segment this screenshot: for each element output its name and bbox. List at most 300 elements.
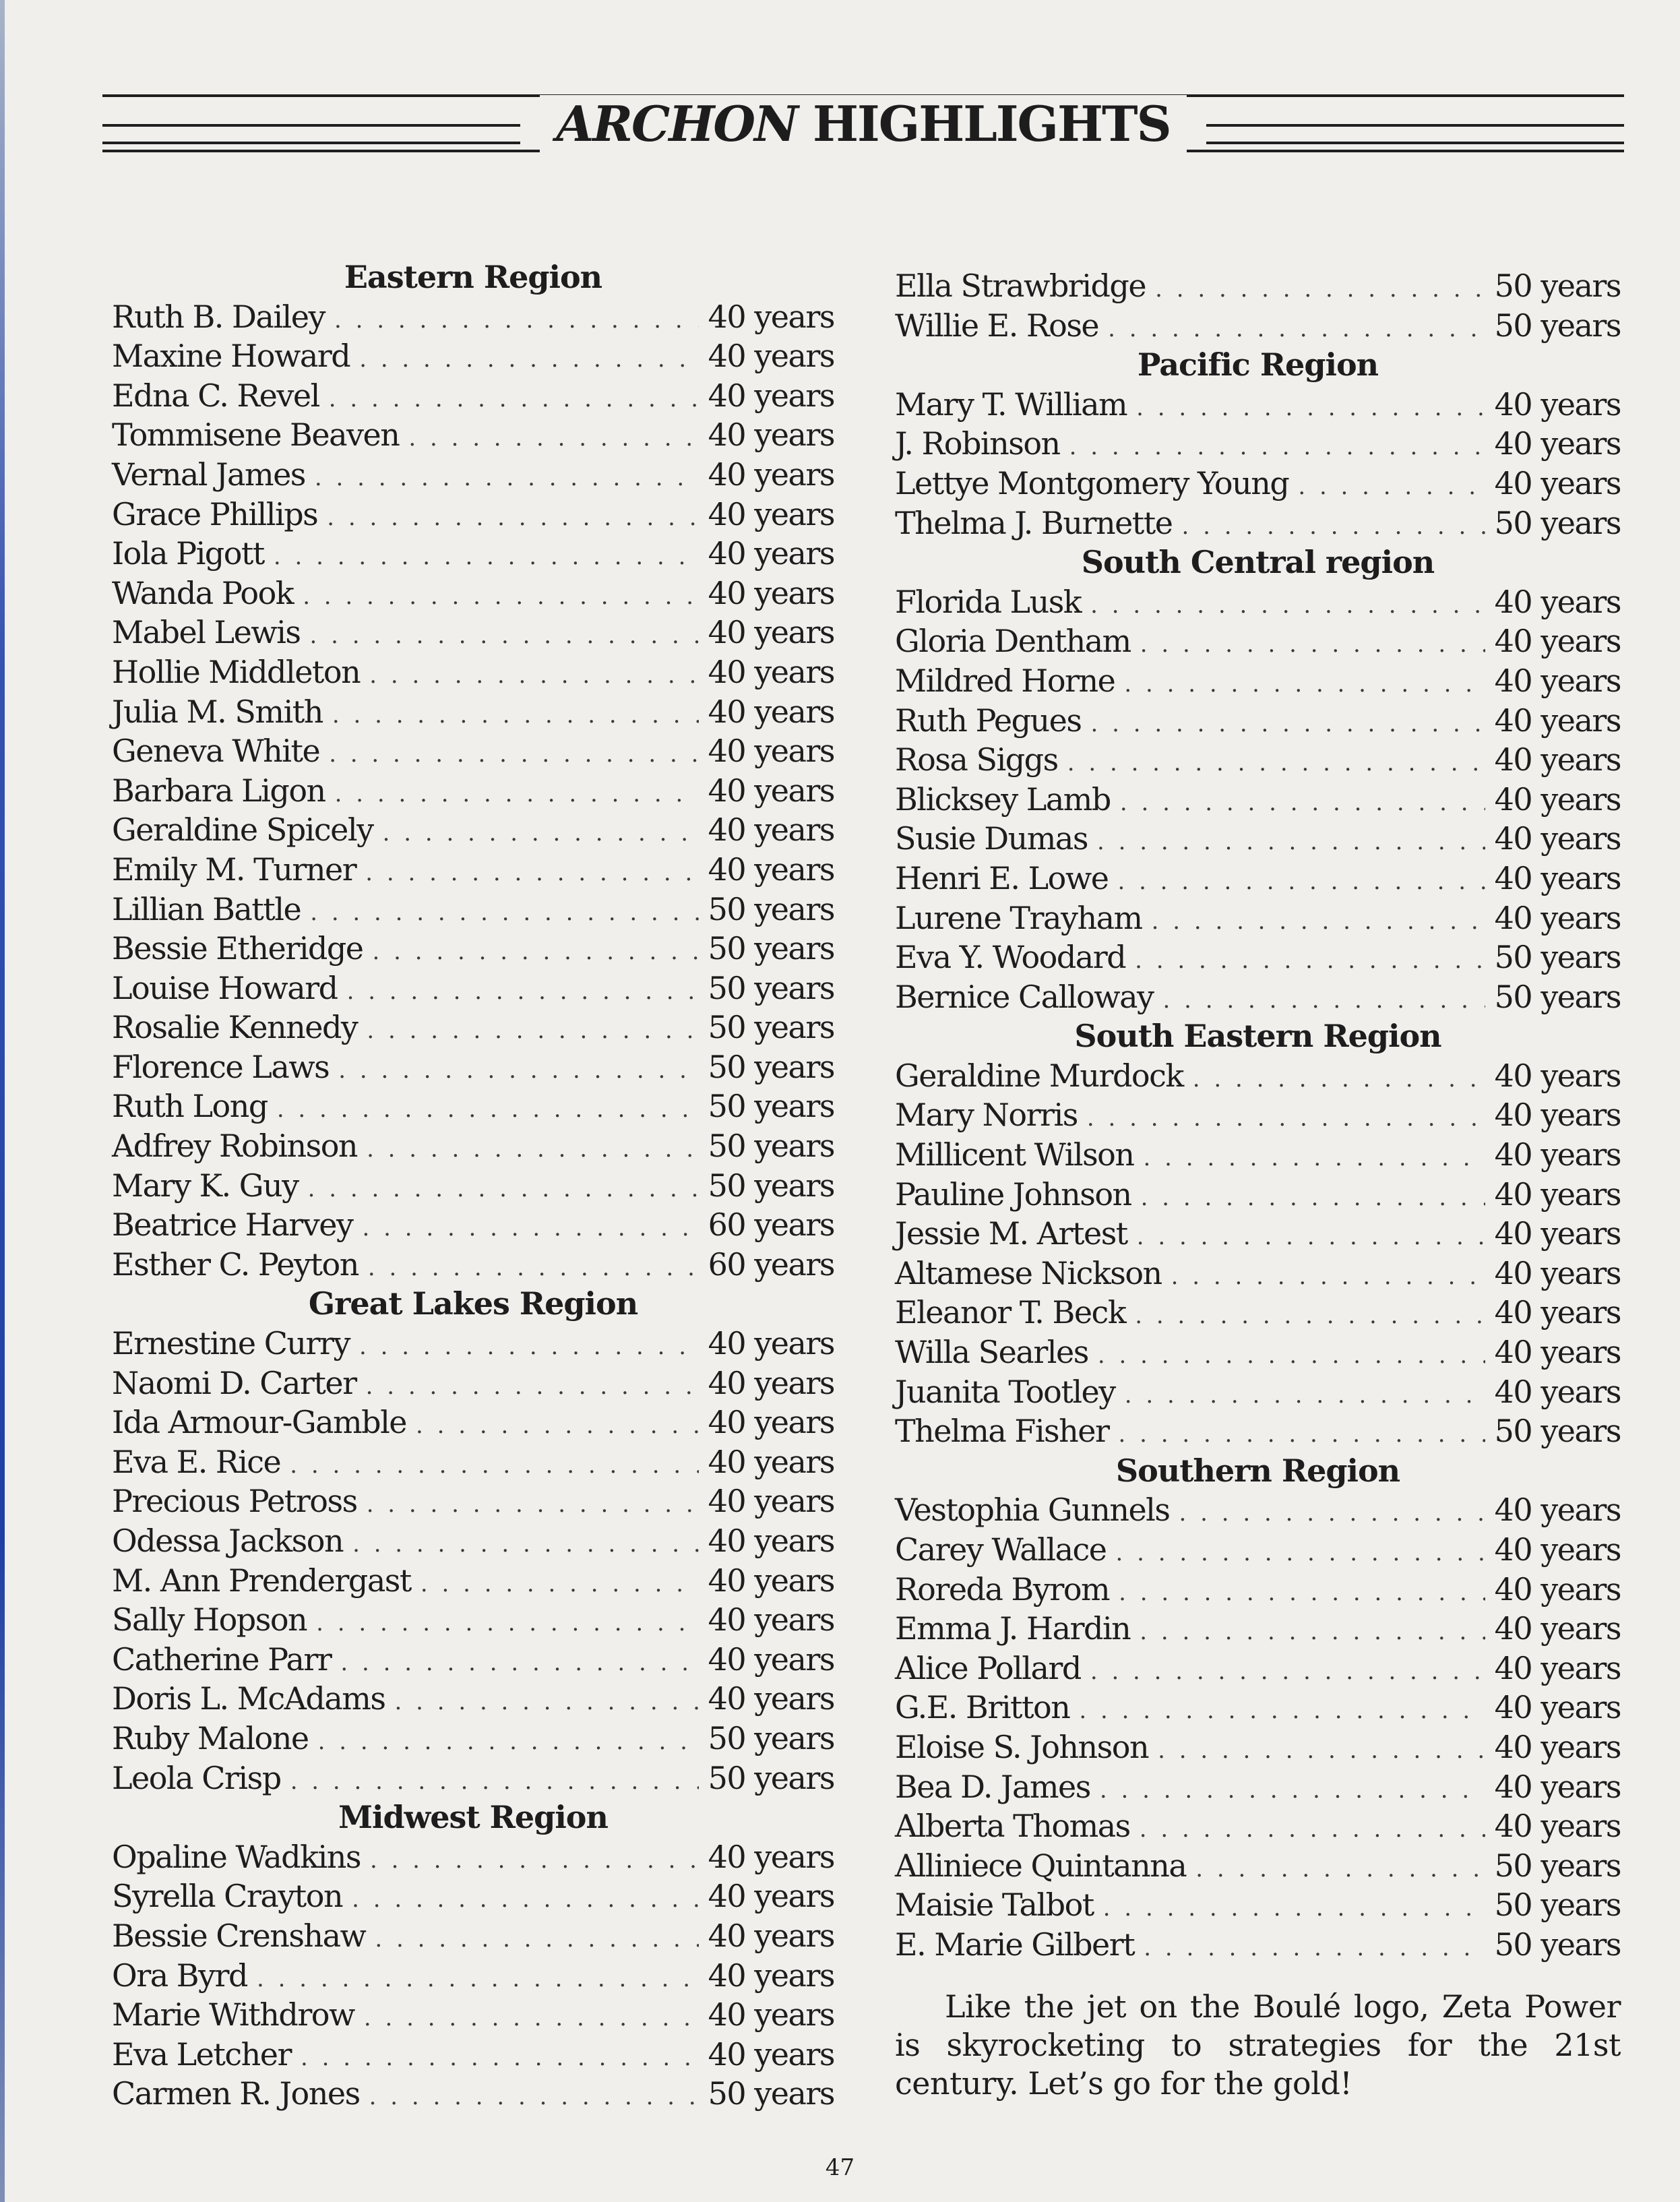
membership-years: 50 years bbox=[708, 1048, 834, 1085]
honoree-row bbox=[895, 1333, 1621, 1372]
dot-leader bbox=[1119, 1573, 1485, 1613]
honoree-row bbox=[112, 2074, 834, 2114]
membership-years: 40 years bbox=[708, 1957, 834, 1994]
dot-leader bbox=[369, 2077, 699, 2117]
page-number: 47 bbox=[825, 2154, 855, 2181]
honoree-row bbox=[112, 336, 834, 376]
honoree-name: Mary T. William bbox=[895, 386, 1127, 423]
membership-years: 40 years bbox=[708, 1562, 834, 1599]
membership-years: 40 years bbox=[1494, 1136, 1621, 1173]
membership-years: 40 years bbox=[708, 812, 834, 849]
dot-leader bbox=[1115, 1533, 1485, 1573]
honoree-row bbox=[112, 455, 834, 495]
page-title-italic: ARCHON bbox=[556, 95, 797, 152]
honoree-name: Mary Norris bbox=[895, 1097, 1078, 1134]
membership-years: 60 years bbox=[708, 1206, 834, 1244]
dot-leader bbox=[1141, 1178, 1485, 1218]
honoree-row bbox=[112, 810, 834, 850]
dot-leader bbox=[1100, 1771, 1485, 1810]
dot-leader bbox=[315, 458, 699, 498]
honoree-row bbox=[112, 692, 834, 732]
honoree-row bbox=[112, 297, 834, 337]
honoree-name: Blicksey Lamb bbox=[895, 781, 1111, 818]
dot-leader bbox=[1090, 586, 1485, 625]
dot-leader bbox=[1120, 783, 1485, 823]
honoree-name: E. Marie Gilbert bbox=[895, 1926, 1135, 1963]
honoree-name: Alberta Thomas bbox=[895, 1808, 1130, 1845]
membership-years: 50 years bbox=[1494, 504, 1621, 541]
honoree-row bbox=[112, 1442, 834, 1482]
honoree-row bbox=[895, 1609, 1621, 1649]
honoree-name: Alice Pollard bbox=[895, 1649, 1081, 1686]
membership-years: 40 years bbox=[708, 1523, 834, 1559]
honoree-row bbox=[895, 1727, 1621, 1767]
honoree-name: Lettye Montgomery Young bbox=[895, 464, 1289, 501]
membership-years: 50 years bbox=[708, 1088, 834, 1125]
region-heading: Southern Region bbox=[1115, 1452, 1400, 1489]
honoree-row bbox=[112, 376, 834, 416]
dot-leader bbox=[359, 340, 698, 379]
dot-leader bbox=[1163, 981, 1485, 1020]
honoree-name: Ella Strawbridge bbox=[895, 268, 1146, 304]
dot-leader bbox=[1193, 1060, 1485, 1099]
honoree-row bbox=[895, 1846, 1621, 1886]
honoree-row bbox=[895, 503, 1621, 543]
dot-leader bbox=[301, 2038, 699, 2078]
honoree-row bbox=[112, 1521, 834, 1561]
membership-years: 50 years bbox=[708, 1009, 834, 1046]
membership-years: 40 years bbox=[1494, 464, 1621, 501]
honoree-name: Lillian Battle bbox=[112, 890, 301, 927]
membership-years: 40 years bbox=[708, 1601, 834, 1639]
dot-leader bbox=[364, 1998, 699, 2038]
dot-leader bbox=[1144, 1928, 1485, 1968]
honoree-row bbox=[112, 1600, 834, 1640]
honoree-name: Juanita Tootley bbox=[895, 1373, 1115, 1410]
honoree-name: Naomi D. Carter bbox=[112, 1364, 356, 1401]
dot-leader bbox=[347, 972, 699, 1012]
honoree-name: Lurene Trayham bbox=[895, 899, 1142, 936]
membership-years: 40 years bbox=[1494, 1373, 1621, 1410]
dot-leader bbox=[366, 1367, 699, 1407]
honoree-row bbox=[112, 534, 834, 574]
honoree-name: Ruby Malone bbox=[112, 1719, 309, 1756]
honoree-row bbox=[112, 890, 834, 929]
honoree-name: Mary K. Guy bbox=[112, 1167, 299, 1204]
page-header bbox=[102, 89, 1624, 156]
honoree-name: Edna C. Revel bbox=[112, 377, 319, 414]
honoree-row bbox=[895, 898, 1621, 938]
membership-years: 40 years bbox=[1494, 1492, 1621, 1529]
honoree-row bbox=[895, 1372, 1621, 1412]
dot-leader bbox=[352, 1525, 699, 1564]
closing-paragraph: Like the jet on the Boulé logo, Zeta Power is skyrocketing to strategies for the 21st century. Let’s go for the gold! bbox=[895, 1988, 1621, 2102]
honoree-row bbox=[112, 1719, 834, 1758]
honoree-row bbox=[895, 424, 1621, 464]
dot-leader bbox=[1179, 1494, 1485, 1533]
membership-years: 40 years bbox=[708, 1996, 834, 2033]
honoree-name: Bea D. James bbox=[895, 1768, 1090, 1805]
honoree-row bbox=[112, 652, 834, 692]
honoree-row bbox=[895, 1925, 1621, 1965]
dot-leader bbox=[334, 301, 699, 340]
honoree-name: Barbara Ligon bbox=[112, 772, 325, 809]
honoree-row bbox=[112, 415, 834, 455]
dot-leader bbox=[367, 1130, 699, 1169]
membership-years: 40 years bbox=[708, 495, 834, 532]
honoree-row bbox=[112, 850, 834, 890]
honoree-row bbox=[112, 1995, 834, 2035]
honoree-name: Vernal James bbox=[112, 456, 305, 493]
honoree-name: Ruth B. Dailey bbox=[112, 298, 325, 335]
honoree-row bbox=[895, 1885, 1621, 1925]
membership-years: 40 years bbox=[1494, 1294, 1621, 1331]
membership-years: 40 years bbox=[1494, 899, 1621, 936]
honoree-row bbox=[112, 1008, 834, 1047]
honoree-name: Grace Phillips bbox=[112, 495, 318, 532]
honoree-row bbox=[112, 731, 834, 771]
honoree-name: Thelma J. Burnette bbox=[895, 504, 1173, 541]
dot-leader bbox=[1171, 1257, 1485, 1297]
honoree-row bbox=[895, 1214, 1621, 1254]
honoree-row bbox=[112, 771, 834, 811]
membership-years: 40 years bbox=[1494, 741, 1621, 778]
membership-years: 50 years bbox=[708, 1719, 834, 1756]
membership-years: 40 years bbox=[708, 1641, 834, 1678]
honoree-row bbox=[112, 1126, 834, 1166]
honoree-row bbox=[112, 1166, 834, 1206]
membership-years: 40 years bbox=[708, 535, 834, 572]
honoree-name: Ora Byrd bbox=[112, 1957, 247, 1994]
membership-years: 50 years bbox=[1494, 978, 1621, 1015]
honoree-name: Bessie Crenshaw bbox=[112, 1917, 366, 1954]
dot-leader bbox=[257, 1959, 699, 1999]
dot-leader bbox=[421, 1564, 699, 1604]
page-title bbox=[102, 90, 1624, 158]
honoree-row bbox=[895, 621, 1621, 661]
honoree-row bbox=[895, 306, 1621, 346]
dot-leader bbox=[1090, 1652, 1485, 1692]
honoree-name: Rosa Siggs bbox=[895, 741, 1058, 778]
honoree-name: Eleanor T. Beck bbox=[895, 1294, 1126, 1331]
honoree-name: Esther C. Peyton bbox=[112, 1246, 359, 1283]
honoree-name: Eva Y. Woodard bbox=[895, 939, 1126, 976]
honoree-name: Geneva White bbox=[112, 733, 320, 770]
honoree-row bbox=[895, 701, 1621, 741]
honoree-row bbox=[895, 780, 1621, 820]
honoree-row bbox=[895, 661, 1621, 701]
dot-leader bbox=[310, 893, 698, 933]
honoree-name: Tommisene Beaven bbox=[112, 417, 400, 454]
membership-years: 40 years bbox=[708, 417, 834, 454]
dot-leader bbox=[335, 774, 699, 814]
honoree-row bbox=[112, 1047, 834, 1087]
honoree-name: Roreda Byrom bbox=[895, 1570, 1110, 1608]
dot-leader bbox=[308, 1169, 699, 1209]
dot-leader bbox=[375, 1920, 698, 1959]
honoree-row bbox=[895, 1293, 1621, 1333]
honoree-name: Adfrey Robinson bbox=[112, 1128, 358, 1165]
membership-years: 40 years bbox=[1494, 1097, 1621, 1134]
honoree-row bbox=[112, 1324, 834, 1364]
membership-years: 50 years bbox=[708, 1759, 834, 1796]
dot-leader bbox=[1137, 1217, 1485, 1257]
membership-years: 50 years bbox=[1494, 1413, 1621, 1450]
honoree-name: Geraldine Murdock bbox=[895, 1057, 1183, 1094]
honoree-name: Mildred Horne bbox=[895, 662, 1115, 699]
honoree-row bbox=[895, 938, 1621, 977]
membership-years: 40 years bbox=[1494, 386, 1621, 423]
dot-leader bbox=[1067, 743, 1485, 783]
dot-leader bbox=[368, 1248, 699, 1288]
honoree-row bbox=[112, 1403, 834, 1442]
honoree-name: Vestophia Gunnels bbox=[895, 1492, 1170, 1529]
honoree-row bbox=[895, 266, 1621, 306]
honoree-row bbox=[895, 1530, 1621, 1570]
dot-leader bbox=[1136, 388, 1485, 428]
honoree-row bbox=[895, 1254, 1621, 1293]
honoree-row bbox=[895, 385, 1621, 425]
honoree-name: Geraldine Spicely bbox=[112, 812, 373, 849]
dot-leader bbox=[329, 379, 699, 419]
dot-leader bbox=[316, 1603, 698, 1643]
honoree-row bbox=[112, 1364, 834, 1403]
region-heading: Eastern Region bbox=[344, 259, 602, 295]
honoree-row bbox=[112, 1837, 834, 1877]
honoree-name: Louise Howard bbox=[112, 969, 338, 1006]
honoree-name: Henri E. Lowe bbox=[895, 859, 1109, 896]
honoree-name: G.E. Britton bbox=[895, 1689, 1070, 1726]
honoree-name: Millicent Wilson bbox=[895, 1136, 1134, 1173]
honoree-row bbox=[112, 1876, 834, 1916]
membership-years: 40 years bbox=[708, 1404, 834, 1441]
membership-years: 40 years bbox=[1494, 702, 1621, 739]
honoree-row bbox=[112, 1561, 834, 1601]
membership-years: 50 years bbox=[708, 969, 834, 1006]
membership-years: 50 years bbox=[1494, 1926, 1621, 1963]
membership-years: 40 years bbox=[1494, 1689, 1621, 1726]
membership-years: 40 years bbox=[708, 377, 834, 414]
dot-leader bbox=[394, 1682, 698, 1722]
page-title-rest: HIGHLIGHTS bbox=[813, 95, 1171, 152]
honoree-name: Jessie M. Artest bbox=[895, 1215, 1127, 1252]
membership-years: 40 years bbox=[708, 1325, 834, 1362]
honoree-name: Florence Laws bbox=[112, 1048, 330, 1085]
honoree-name: Carey Wallace bbox=[895, 1531, 1107, 1568]
membership-years: 40 years bbox=[708, 574, 834, 611]
honoree-row bbox=[895, 464, 1621, 503]
dot-leader bbox=[1117, 862, 1485, 902]
dot-leader bbox=[383, 814, 699, 853]
honoree-name: Precious Petross bbox=[112, 1483, 357, 1520]
dot-leader bbox=[373, 932, 699, 972]
dot-leader bbox=[318, 1722, 699, 1762]
dot-leader bbox=[327, 498, 698, 538]
honoree-row bbox=[112, 574, 834, 613]
dot-leader bbox=[352, 1880, 699, 1920]
honoree-name: Alliniece Quintanna bbox=[895, 1847, 1187, 1884]
dot-leader bbox=[369, 656, 698, 696]
honoree-row bbox=[895, 1806, 1621, 1846]
region-heading: Pacific Region bbox=[1137, 346, 1379, 384]
honoree-row bbox=[895, 582, 1621, 622]
membership-years: 40 years bbox=[708, 653, 834, 690]
membership-years: 40 years bbox=[708, 693, 834, 730]
membership-years: 50 years bbox=[1494, 1847, 1621, 1884]
membership-years: 40 years bbox=[708, 772, 834, 809]
dot-leader bbox=[367, 1011, 698, 1051]
membership-years: 50 years bbox=[708, 930, 834, 967]
honoree-name: Pauline Johnson bbox=[895, 1175, 1131, 1213]
honoree-name: Willa Searles bbox=[895, 1334, 1088, 1371]
membership-years: 40 years bbox=[708, 1680, 834, 1717]
membership-years: 40 years bbox=[1494, 781, 1621, 818]
dot-leader bbox=[303, 577, 698, 617]
honoree-name: Florida Lusk bbox=[895, 583, 1082, 620]
honoree-row bbox=[895, 819, 1621, 859]
honoree-name: Iola Pigott bbox=[112, 535, 264, 572]
membership-years: 40 years bbox=[708, 1364, 834, 1401]
dot-leader bbox=[1125, 1376, 1485, 1415]
membership-years: 40 years bbox=[1494, 1768, 1621, 1805]
dot-leader bbox=[1195, 1849, 1485, 1889]
dot-leader bbox=[1087, 1099, 1485, 1138]
honoree-row bbox=[895, 740, 1621, 780]
membership-years: 50 years bbox=[708, 1128, 834, 1165]
dot-leader bbox=[310, 616, 699, 656]
honoree-name: Sally Hopson bbox=[112, 1601, 307, 1639]
membership-years: 40 years bbox=[1494, 1649, 1621, 1686]
dot-leader bbox=[338, 1051, 698, 1091]
membership-years: 40 years bbox=[1494, 1215, 1621, 1252]
dot-leader bbox=[1298, 467, 1485, 507]
honoree-row bbox=[112, 1481, 834, 1521]
honoree-row bbox=[895, 1175, 1621, 1215]
region-heading: South Eastern Region bbox=[1074, 1018, 1441, 1055]
honoree-row bbox=[112, 495, 834, 534]
dot-leader bbox=[1140, 1810, 1485, 1849]
honoree-name: Syrella Crayton bbox=[112, 1878, 343, 1915]
honoree-name: Julia M. Smith bbox=[112, 693, 323, 730]
membership-years: 40 years bbox=[708, 614, 834, 651]
honoree-row bbox=[112, 1245, 834, 1285]
honoree-row bbox=[895, 1095, 1621, 1135]
region-heading: South Central region bbox=[1081, 544, 1435, 581]
dot-leader bbox=[1118, 1415, 1485, 1455]
honoree-name: Carmen R. Jones bbox=[112, 2075, 360, 2112]
honoree-row bbox=[112, 1205, 834, 1245]
honoree-name: Catherine Parr bbox=[112, 1641, 332, 1678]
honoree-name: Eva Letcher bbox=[112, 2036, 291, 2073]
honoree-name: Ruth Pegues bbox=[895, 702, 1082, 739]
honoree-row bbox=[112, 1087, 834, 1126]
honoree-name: Emily M. Turner bbox=[112, 851, 356, 888]
honoree-name: Emma J. Hardin bbox=[895, 1610, 1131, 1647]
region-heading: Great Lakes Region bbox=[308, 1285, 638, 1322]
membership-years: 40 years bbox=[1494, 1531, 1621, 1568]
honoree-row bbox=[895, 977, 1621, 1017]
dot-leader bbox=[1098, 1336, 1485, 1376]
dot-leader bbox=[362, 1209, 698, 1248]
dot-leader bbox=[1144, 1138, 1485, 1178]
honoree-row bbox=[895, 1490, 1621, 1530]
membership-years: 40 years bbox=[1494, 583, 1621, 620]
honoree-name: Mabel Lewis bbox=[112, 614, 301, 651]
membership-years: 40 years bbox=[1494, 623, 1621, 660]
honoree-name: Marie Withdrow bbox=[112, 1996, 354, 2033]
dot-leader bbox=[1091, 704, 1485, 744]
dot-leader bbox=[274, 537, 699, 577]
dot-leader bbox=[1103, 1889, 1485, 1928]
membership-years: 50 years bbox=[1494, 307, 1621, 344]
dot-leader bbox=[1097, 822, 1485, 862]
honoree-name: Leola Crisp bbox=[112, 1759, 281, 1796]
honoree-name: Odessa Jackson bbox=[112, 1523, 344, 1559]
honoree-name: Opaline Wadkins bbox=[112, 1838, 361, 1875]
dot-leader bbox=[1069, 427, 1485, 467]
dot-leader bbox=[1108, 309, 1485, 349]
dot-leader bbox=[1140, 625, 1485, 665]
region-heading: Midwest Region bbox=[338, 1799, 608, 1836]
dot-leader bbox=[1124, 665, 1485, 704]
right-column bbox=[895, 266, 1621, 2134]
honoree-name: Eloise S. Johnson bbox=[895, 1728, 1149, 1765]
dot-leader bbox=[340, 1643, 698, 1683]
dot-leader bbox=[290, 1446, 698, 1486]
membership-years: 40 years bbox=[708, 851, 834, 888]
honoree-name: Bernice Calloway bbox=[895, 978, 1154, 1015]
left-column bbox=[112, 257, 834, 2114]
membership-years: 40 years bbox=[708, 1443, 834, 1480]
membership-years: 50 years bbox=[708, 890, 834, 927]
honoree-name: M. Ann Prendergast bbox=[112, 1562, 411, 1599]
membership-years: 40 years bbox=[1494, 1728, 1621, 1765]
honoree-name: Hollie Middleton bbox=[112, 653, 361, 690]
honoree-name: Beatrice Harvey bbox=[112, 1206, 353, 1244]
dot-leader bbox=[359, 1327, 699, 1367]
dot-leader bbox=[1079, 1691, 1485, 1731]
honoree-name: Wanda Pook bbox=[112, 574, 294, 611]
honoree-row bbox=[112, 613, 834, 652]
honoree-row bbox=[895, 1135, 1621, 1175]
dot-leader bbox=[1140, 1612, 1485, 1652]
honoree-row bbox=[112, 1679, 834, 1719]
honoree-row bbox=[112, 2035, 834, 2075]
membership-years: 50 years bbox=[708, 1167, 834, 1204]
membership-years: 40 years bbox=[708, 1838, 834, 1875]
honoree-name: Bessie Etheridge bbox=[112, 930, 363, 967]
honoree-name: Maisie Talbot bbox=[895, 1887, 1094, 1924]
membership-years: 40 years bbox=[708, 1917, 834, 1954]
dot-leader bbox=[277, 1090, 699, 1130]
honoree-row bbox=[112, 929, 834, 969]
honoree-name: Maxine Howard bbox=[112, 338, 350, 375]
honoree-name: Susie Dumas bbox=[895, 820, 1088, 857]
membership-years: 50 years bbox=[1494, 1887, 1621, 1924]
honoree-row bbox=[112, 969, 834, 1008]
dot-leader bbox=[1181, 507, 1485, 547]
page-edge-shadow bbox=[0, 0, 5, 2202]
honoree-row bbox=[895, 1056, 1621, 1096]
honoree-name: Rosalie Kennedy bbox=[112, 1009, 358, 1046]
dot-leader bbox=[1135, 941, 1485, 981]
honoree-name: Ernestine Curry bbox=[112, 1325, 350, 1362]
membership-years: 40 years bbox=[1494, 1254, 1621, 1291]
membership-years: 40 years bbox=[708, 1878, 834, 1915]
membership-years: 60 years bbox=[708, 1246, 834, 1283]
dot-leader bbox=[290, 1762, 699, 1802]
membership-years: 40 years bbox=[1494, 1175, 1621, 1213]
